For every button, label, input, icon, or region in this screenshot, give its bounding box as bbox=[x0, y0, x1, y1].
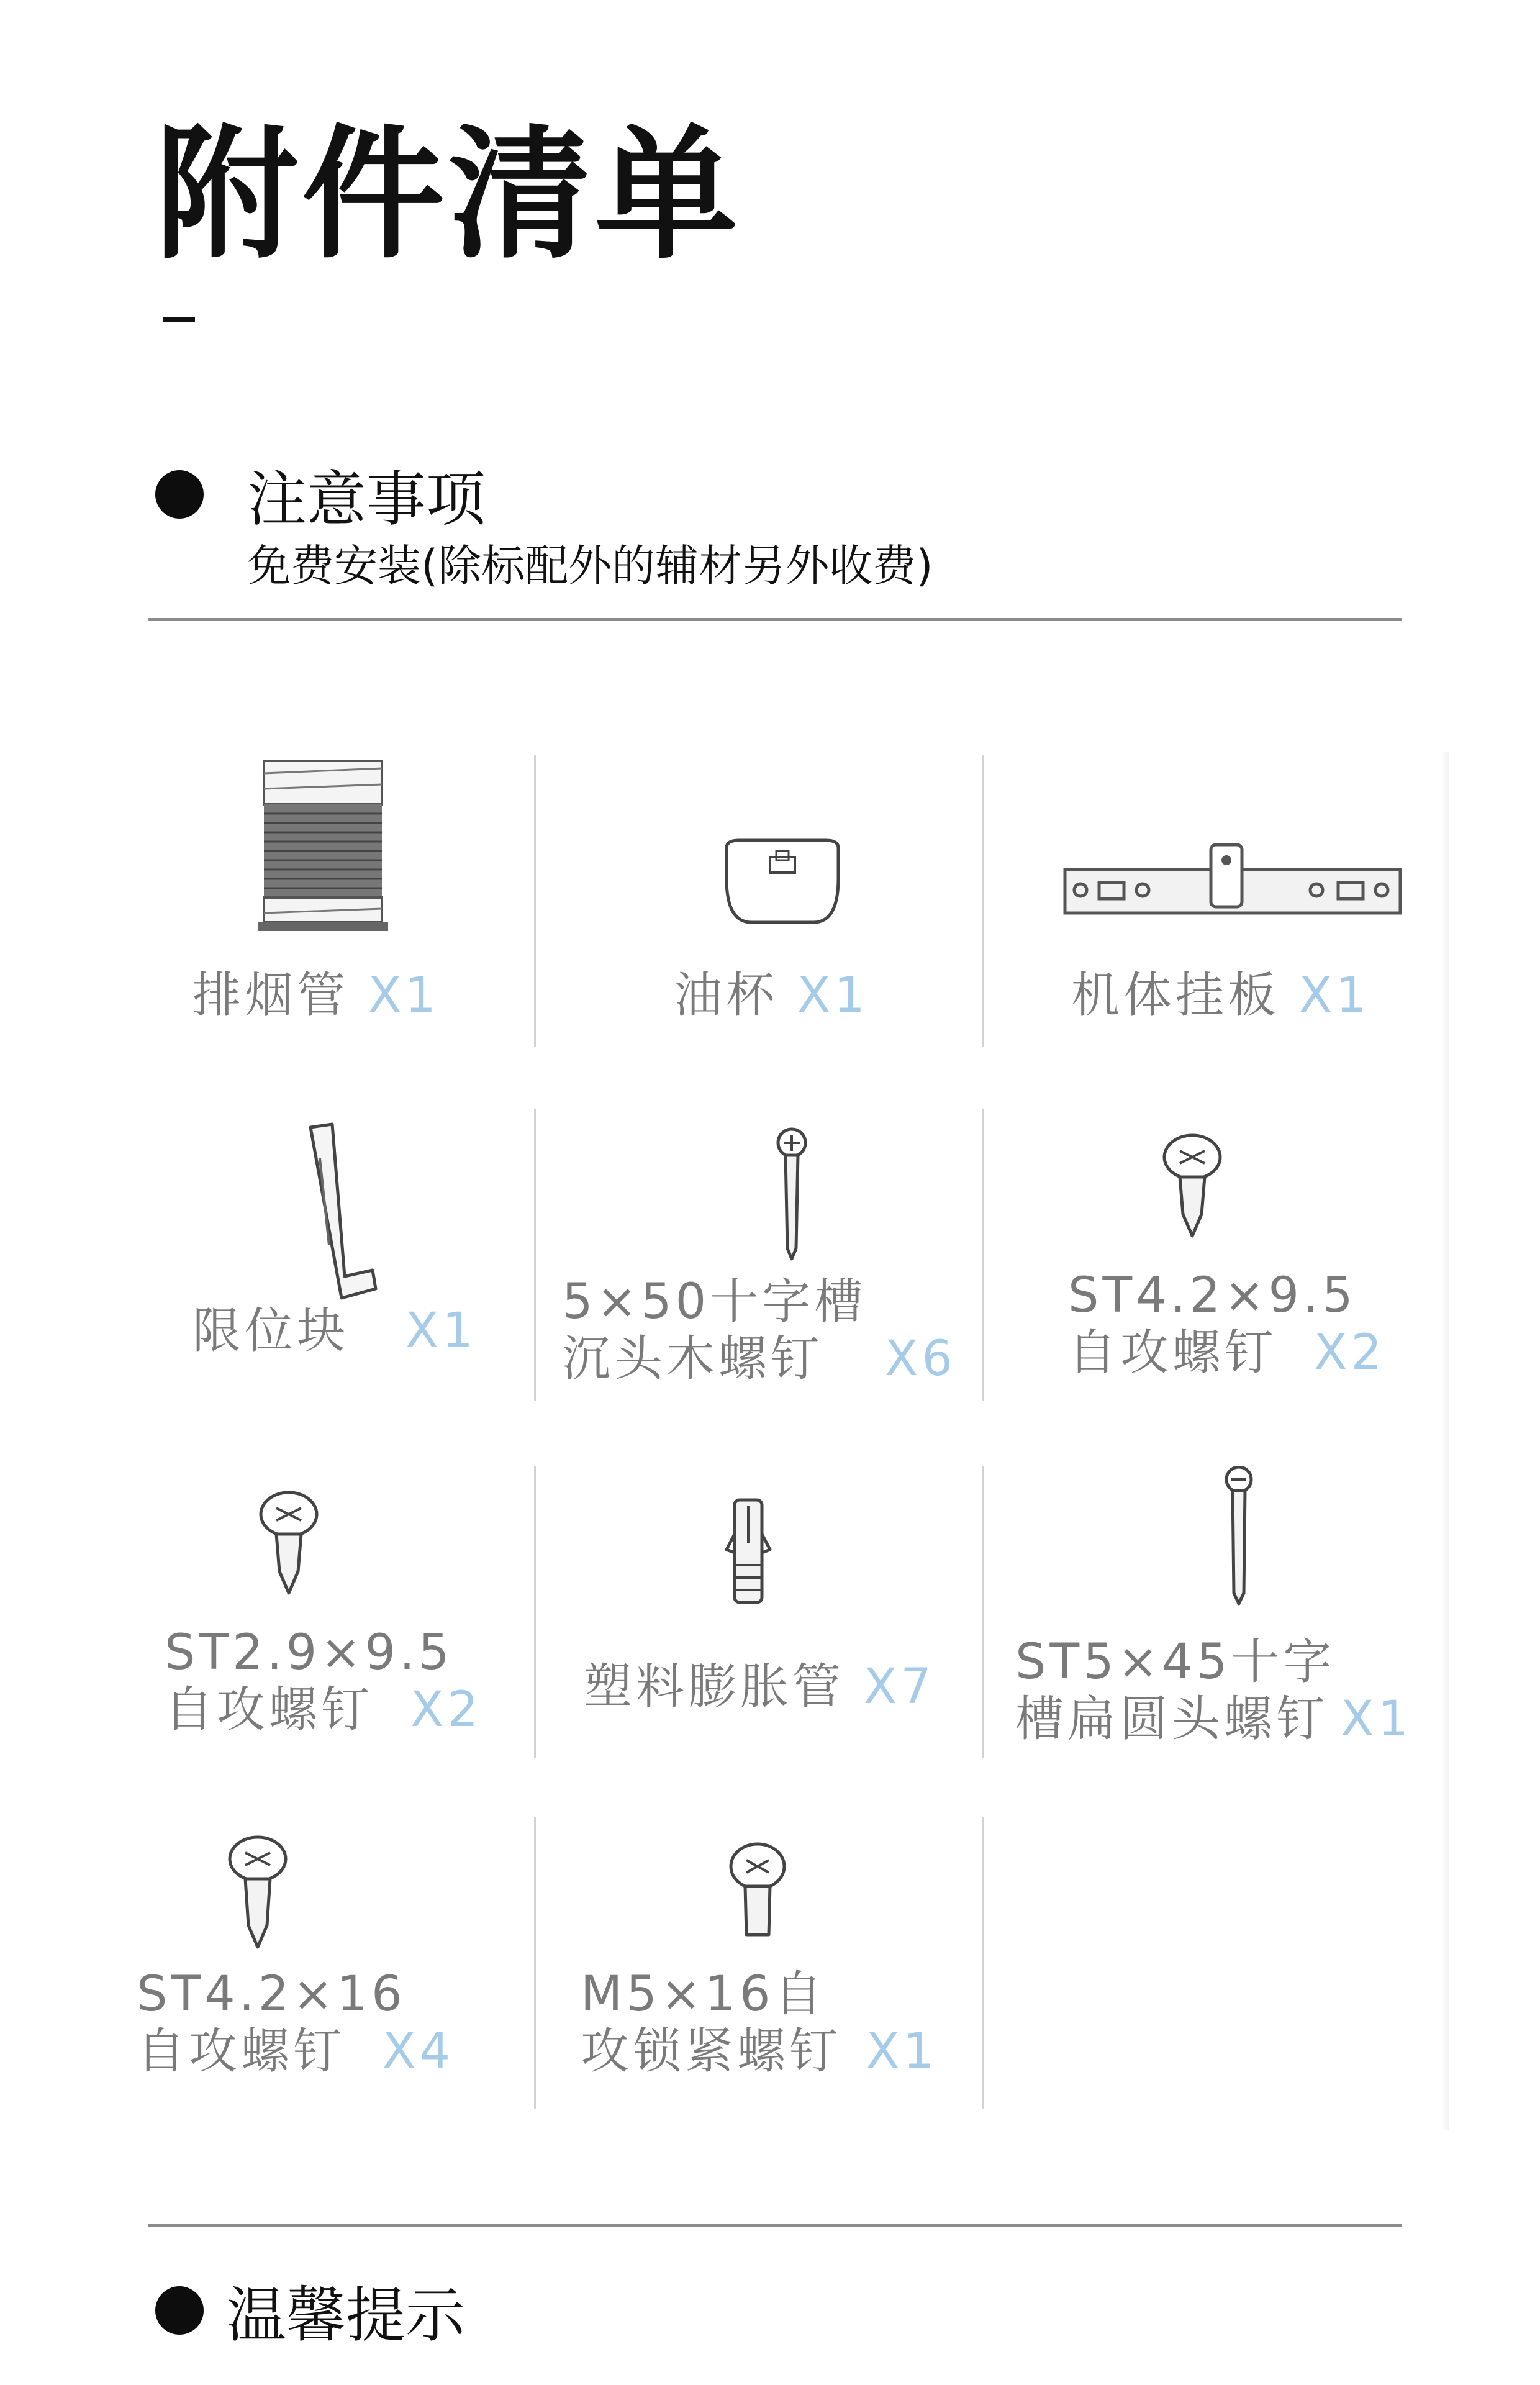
item-name: 限位块 bbox=[192, 1303, 350, 1359]
bullet-icon bbox=[155, 2286, 204, 2335]
plastic-anchor-icon bbox=[723, 1497, 773, 1612]
item-quantity: X1 bbox=[1341, 1691, 1413, 1747]
wood-screw-icon bbox=[770, 1127, 813, 1261]
item-quantity: X1 bbox=[368, 968, 440, 1024]
item-name: 自攻螺钉 bbox=[165, 1682, 374, 1738]
item-quantity: X7 bbox=[863, 1659, 935, 1715]
grid-shadow bbox=[1441, 752, 1449, 2130]
oil-cup-icon bbox=[714, 835, 851, 929]
column-separator bbox=[982, 1817, 984, 2109]
self-tapping-screw-icon bbox=[258, 1491, 320, 1596]
item-name: 5×50十字槽 bbox=[562, 1274, 867, 1330]
item-quantity: X6 bbox=[885, 1331, 957, 1387]
column-separator bbox=[534, 755, 536, 1047]
limit-block-icon bbox=[298, 1121, 379, 1307]
item-name: 自攻螺钉 bbox=[1068, 1325, 1277, 1381]
item-name: M5×16自 bbox=[581, 1966, 827, 2022]
item-name: ST5×45十字 bbox=[1015, 1634, 1336, 1690]
self-tapping-screw-icon bbox=[1161, 1133, 1223, 1239]
page-title: 附件清单 bbox=[155, 112, 742, 278]
item-label bbox=[192, 1302, 477, 1360]
item-label bbox=[165, 1624, 482, 1738]
column-separator bbox=[982, 755, 984, 1047]
item-label bbox=[192, 967, 440, 1024]
item-name: ST4.2×16 bbox=[137, 1966, 406, 2022]
item-quantity: X1 bbox=[1298, 968, 1370, 1024]
column-separator bbox=[534, 1817, 536, 2109]
item-quantity: X1 bbox=[405, 1303, 477, 1359]
item-name: ST4.2×9.5 bbox=[1068, 1268, 1357, 1324]
item-quantity: X2 bbox=[410, 1682, 482, 1738]
item-quantity: X4 bbox=[383, 2024, 455, 2079]
item-name: 攻锁紧螺钉 bbox=[581, 2024, 842, 2079]
column-separator bbox=[534, 1109, 536, 1401]
machine-screw-icon bbox=[727, 1842, 789, 1941]
item-name: 机体挂板 bbox=[1071, 968, 1280, 1024]
item-quantity: X2 bbox=[1314, 1325, 1386, 1381]
column-separator bbox=[982, 1109, 984, 1401]
section-notes-label: 注意事项 bbox=[247, 464, 486, 534]
section-tips-label: 温馨提示 bbox=[227, 2280, 465, 2350]
item-label bbox=[674, 967, 869, 1024]
item-name: 槽扁圆头螺钉 bbox=[1015, 1691, 1329, 1747]
item-quantity: X1 bbox=[797, 968, 869, 1024]
item-label bbox=[584, 1658, 935, 1715]
item-name: 沉头木螺钉 bbox=[562, 1331, 823, 1387]
item-quantity: X1 bbox=[866, 2024, 938, 2079]
item-label bbox=[137, 1966, 454, 2080]
mounting-plate-icon bbox=[1062, 842, 1403, 916]
item-label bbox=[581, 1966, 938, 2080]
self-tapping-screw-icon bbox=[227, 1835, 289, 1950]
section-notes-text: 免费安装(除标配外的辅材另外收费) bbox=[247, 540, 933, 591]
long-screw-icon bbox=[1220, 1466, 1257, 1606]
item-name: 排烟管 bbox=[192, 968, 350, 1024]
exhaust-pipe-icon bbox=[255, 755, 391, 941]
column-separator bbox=[534, 1466, 536, 1758]
item-label bbox=[1068, 1267, 1385, 1381]
item-label bbox=[1015, 1633, 1412, 1748]
item-name: 自攻螺钉 bbox=[137, 2024, 346, 2079]
section-tips bbox=[155, 2273, 465, 2350]
item-name: 塑料膨胀管 bbox=[584, 1659, 845, 1715]
divider-bottom bbox=[148, 2224, 1402, 2227]
item-label bbox=[1071, 967, 1370, 1024]
item-label bbox=[562, 1273, 956, 1388]
column-separator bbox=[982, 1466, 984, 1758]
item-name: ST2.9×9.5 bbox=[165, 1625, 453, 1681]
item-name: 油杯 bbox=[674, 968, 779, 1024]
